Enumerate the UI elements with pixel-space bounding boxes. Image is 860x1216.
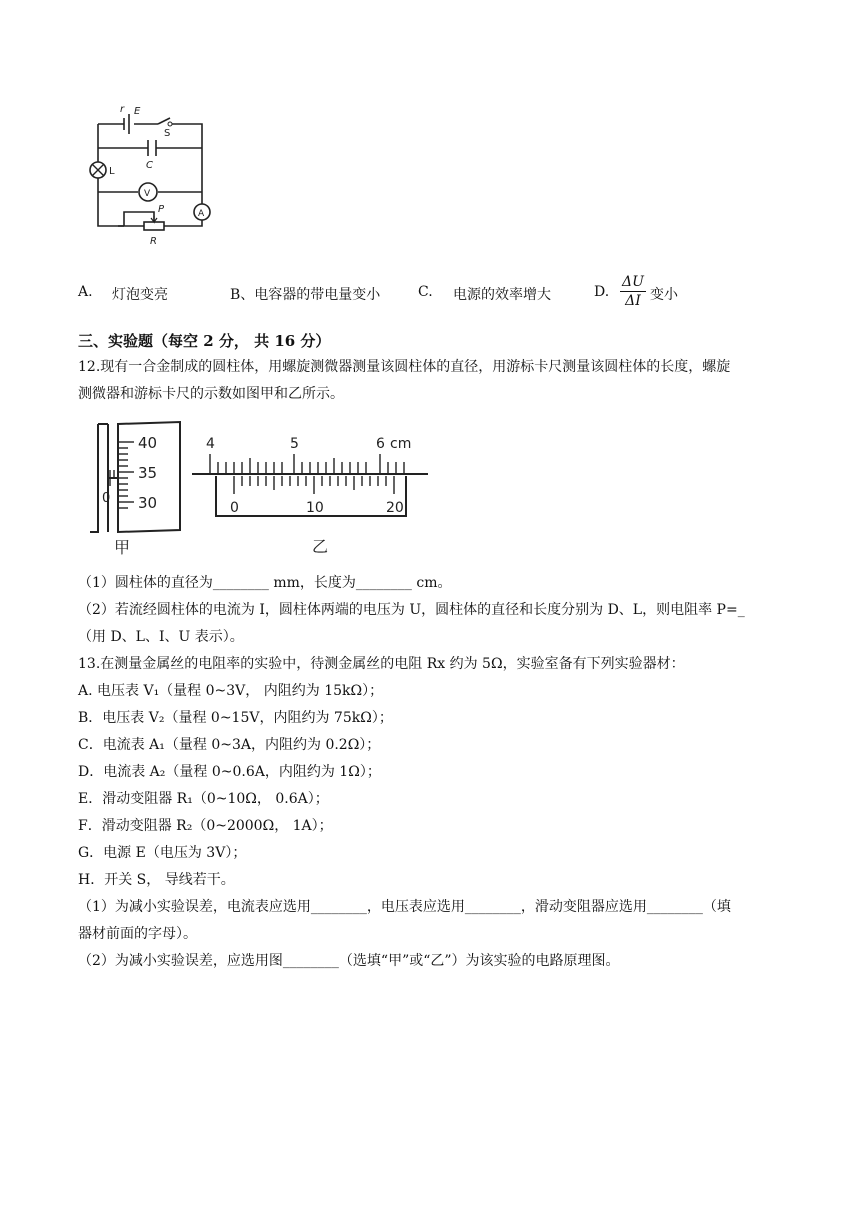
q12-sub2-line1: （2）若流经圆柱体的电流为 I，圆柱体两端的电压为 U，圆柱体的直径和长度分别为 D、L，则电阻率 P=_ — [78, 602, 745, 618]
caption-jia: 甲 — [114, 538, 131, 557]
caption-yi: 乙 — [312, 537, 329, 556]
q12-sub2-line2: （用 D、L、I、U 表示）。 — [78, 629, 244, 645]
q13-sub1-line2: 器材前面的字母）。 — [78, 926, 197, 942]
q13-item-g: G．电源 E（电压为 3V）； — [78, 845, 247, 861]
caliper-vernier-10: 10 — [306, 500, 324, 516]
micrometer-figure — [88, 420, 188, 560]
label-P: P — [158, 204, 165, 215]
q13-stem: 13.在测量金属丝的电阻率的实验中，待测金属丝的电阻 Rx 约为 5Ω，实验室备有下列实验器材： — [78, 656, 685, 672]
label-r: r — [120, 104, 125, 115]
q12-stem-line2: 测微器和游标卡尺的示数如图甲和乙所示。 — [78, 386, 344, 402]
label-L: L — [109, 166, 115, 177]
option-a-letter: A. — [78, 284, 93, 300]
caliper-vernier-0: 0 — [230, 500, 239, 516]
micrometer-zero: 0 — [102, 491, 111, 506]
label-S: S — [164, 128, 171, 139]
caliper-main-6: 6 — [376, 436, 385, 452]
section-heading: 三、实验题（每空 2 分， 共 16 分） — [78, 332, 331, 350]
label-E: E — [134, 106, 141, 117]
q13-item-h: H．开关 S， 导线若干。 — [78, 872, 235, 888]
fraction-numerator: ΔU — [620, 273, 646, 292]
vernier-caliper-figure — [192, 432, 432, 560]
label-A: A — [198, 209, 205, 219]
q12-stem-line1: 12.现有一合金制成的圆柱体，用螺旋测微器测量该圆柱体的直径，用游标卡尺测量该圆柱体的长度，螺旋 — [78, 359, 731, 375]
q13-sub1-line1: （1）为减小实验误差，电流表应选用________，电压表应选用________，滑动变阻器应选用________（填 — [78, 899, 731, 915]
q13-item-d: D．电流表 A₂（量程 0~0.6A，内阻约为 1Ω）； — [78, 764, 381, 780]
q13-sub2: （2）为减小实验误差，应选用图________（选填“甲”或“乙”）为该实验的电路原理图。 — [78, 953, 620, 969]
micrometer-tick-40: 40 — [138, 434, 158, 452]
option-d-suffix: 变小 — [650, 287, 678, 303]
micrometer-tick-35: 35 — [138, 464, 158, 482]
fraction-denominator: ΔI — [625, 293, 641, 309]
caliper-vernier-20: 20 — [386, 500, 404, 516]
q12-sub1: （1）圆柱体的直径为________ mm，长度为________ cm。 — [78, 575, 452, 591]
caliper-main-4: 4 — [206, 436, 215, 452]
option-d-letter: D. — [594, 284, 610, 300]
caliper-main-5: 5 — [290, 436, 299, 452]
q13-item-f: F．滑动变阻器 R₂（0~2000Ω， 1A）； — [78, 818, 333, 834]
option-a-text: 灯泡变亮 — [112, 287, 168, 303]
label-C: C — [146, 160, 153, 171]
label-V: V — [144, 189, 151, 199]
caliper-unit: cm — [390, 436, 412, 452]
q13-item-c: C．电流表 A₁（量程 0~3A，内阻约为 0.2Ω）； — [78, 737, 381, 753]
q13-item-e: E．滑动变阻器 R₁（0~10Ω， 0.6A）； — [78, 791, 329, 807]
option-c-letter: C. — [418, 284, 433, 300]
label-R: R — [150, 236, 157, 247]
q13-item-a: A. 电压表 V₁（量程 0~3V， 内阻约为 15kΩ）； — [78, 683, 384, 699]
circuit-diagram — [78, 100, 218, 250]
option-c-text: 电源的效率增大 — [453, 287, 551, 303]
option-b-text: B、电容器的带电量变小 — [230, 287, 381, 303]
q13-item-b: B．电压表 V₂（量程 0~15V，内阻约为 75kΩ）； — [78, 710, 393, 726]
option-d-fraction — [620, 273, 646, 310]
micrometer-tick-30: 30 — [138, 494, 158, 512]
